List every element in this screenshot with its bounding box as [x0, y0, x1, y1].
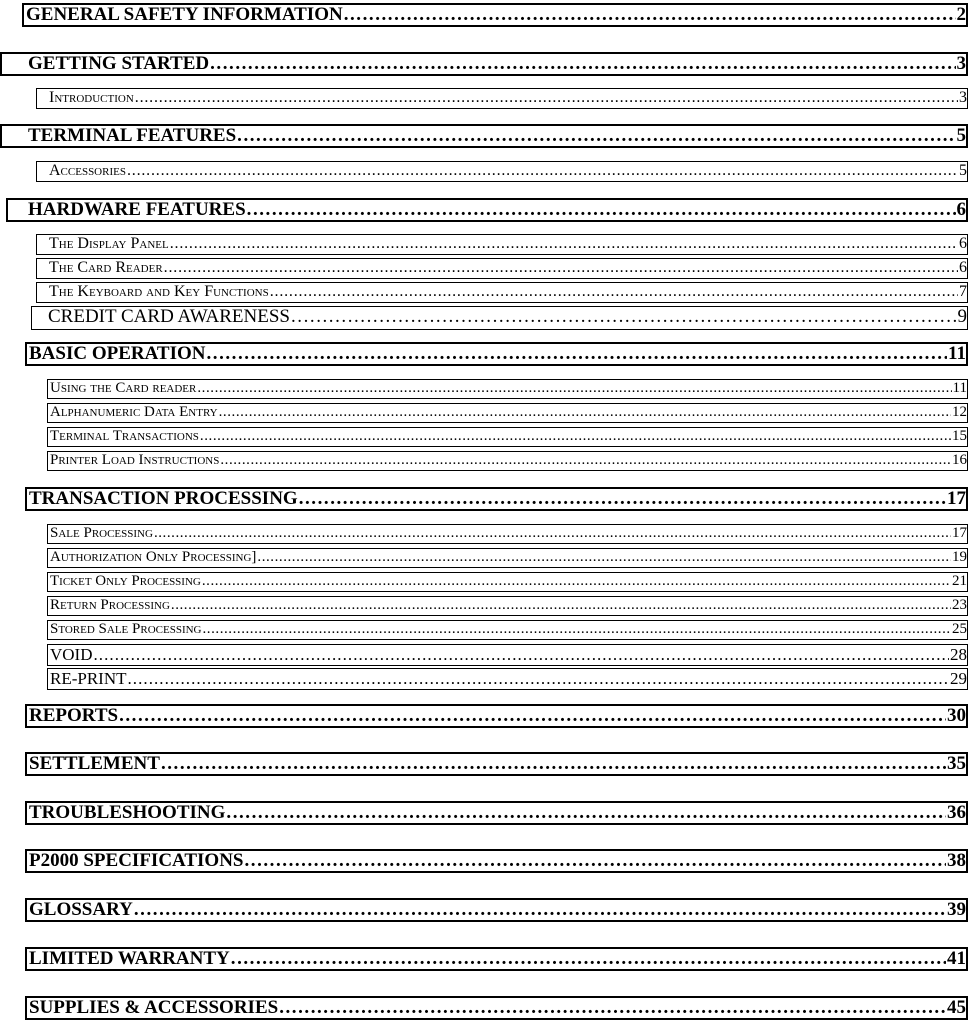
- toc-leader-dots: [257, 549, 951, 566]
- toc-entry-return-processing[interactable]: [47, 596, 968, 616]
- toc-entry-label: TERMINAL FEATURES: [28, 125, 237, 146]
- toc-entry-page: 35: [947, 753, 966, 774]
- toc-leader-dots: [202, 573, 951, 590]
- toc-entry-page: 41: [947, 948, 966, 969]
- toc-entry-page: 3: [956, 53, 966, 74]
- toc-entry-page: 17: [952, 525, 967, 541]
- toc-leader-dots: [200, 428, 951, 445]
- toc-entry-alphanumeric-data-entry[interactable]: [47, 403, 968, 423]
- toc-leader-dots: [206, 344, 947, 364]
- toc-entry-label: SETTLEMENT: [29, 753, 160, 774]
- toc-leader-dots: [344, 5, 956, 25]
- toc-entry-label: The Card Reader: [49, 259, 163, 276]
- toc-entry-transaction-processing[interactable]: [25, 487, 968, 511]
- toc-entry-label: The Keyboard and Key Functions: [49, 283, 269, 300]
- toc-entry-page: 17: [947, 488, 966, 509]
- toc-entry-label: TRANSACTION PROCESSING: [29, 488, 298, 509]
- toc-entry-page: 21: [952, 573, 967, 589]
- toc-entry-ticket-only-processing[interactable]: [47, 572, 968, 592]
- toc-entry-troubleshooting[interactable]: [25, 801, 968, 825]
- toc-leader-dots: [220, 452, 951, 469]
- toc-entry-label: RE-PRINT: [50, 669, 127, 688]
- toc-leader-dots: [154, 525, 951, 542]
- toc-entry-authorization-only-processing[interactable]: [47, 548, 968, 568]
- toc-entry-label: Printer Load Instructions: [50, 452, 220, 468]
- toc-entry-getting-started[interactable]: [0, 52, 968, 76]
- toc-entry-page: 6: [959, 259, 967, 276]
- toc-leader-dots: [170, 235, 958, 253]
- toc-leader-dots: [226, 803, 946, 823]
- toc-entry-supplies-accessories[interactable]: [25, 996, 968, 1020]
- toc-entry-glossary[interactable]: [25, 898, 968, 922]
- toc-entry-introduction[interactable]: [36, 88, 968, 109]
- toc-leader-dots: [197, 380, 951, 397]
- toc-entry-label: REPORTS: [29, 705, 119, 726]
- toc-entry-card-reader[interactable]: [36, 258, 968, 279]
- toc-leader-dots: [219, 404, 951, 421]
- toc-leader-dots: [210, 54, 955, 74]
- toc-leader-dots: [171, 597, 951, 614]
- toc-entry-hardware-features[interactable]: [6, 198, 968, 222]
- toc-entry-re-print[interactable]: [47, 668, 968, 690]
- toc-leader-dots: [164, 259, 958, 277]
- toc-entry-page: 16: [952, 452, 967, 468]
- toc-leader-dots: [119, 706, 946, 726]
- toc-entry-page: 15: [952, 428, 967, 444]
- toc-entry-label: GLOSSARY: [29, 899, 133, 920]
- toc-entry-page: 39: [947, 899, 966, 920]
- toc-entry-page: 2: [956, 4, 966, 25]
- toc-entry-label: Sale Processing: [50, 525, 153, 541]
- toc-leader-dots: [291, 307, 957, 327]
- toc-leader-dots: [247, 200, 956, 220]
- toc-entry-page: 28: [950, 645, 967, 664]
- toc-entry-label: SUPPLIES & ACCESSORIES: [29, 997, 279, 1018]
- toc-entry-label: The Display Panel: [49, 235, 169, 252]
- toc-entry-label: VOID: [50, 645, 93, 664]
- toc-entry-page: 9: [957, 306, 967, 327]
- toc-entry-label: Terminal Transactions: [50, 428, 199, 444]
- toc-entry-general-safety-information[interactable]: [22, 3, 968, 27]
- toc-entry-page: 5: [956, 125, 966, 146]
- toc-entry-label: Return Processing: [50, 597, 170, 613]
- toc-entry-page: 12: [952, 404, 967, 420]
- toc-entry-label: GENERAL SAFETY INFORMATION: [26, 4, 343, 25]
- toc-entry-terminal-transactions[interactable]: [47, 427, 968, 447]
- toc-entry-terminal-features[interactable]: [0, 124, 968, 148]
- toc-leader-dots: [94, 645, 950, 664]
- toc-leader-dots: [270, 283, 958, 301]
- toc-entry-label: Using the Card reader: [50, 380, 197, 396]
- toc-entry-credit-card-awareness[interactable]: [31, 306, 968, 330]
- toc-entry-label: LIMITED WARRANTY: [29, 948, 230, 969]
- toc-leader-dots: [135, 89, 958, 107]
- toc-entry-accessories[interactable]: [36, 161, 968, 182]
- toc-entry-label: P2000 SPECIFICATIONS: [29, 850, 244, 871]
- toc-leader-dots: [134, 900, 946, 920]
- toc-entry-basic-operation[interactable]: [25, 342, 968, 366]
- toc-entry-label: GETTING STARTED: [28, 53, 210, 74]
- toc-entry-page: 7: [959, 283, 967, 300]
- toc-entry-keyboard-key-functions[interactable]: [36, 282, 968, 303]
- toc-leader-dots: [231, 949, 946, 969]
- toc-entry-label: Stored Sale Processing: [50, 621, 202, 637]
- toc-entry-label: Ticket Only Processing: [50, 573, 201, 589]
- toc-entry-page: 38: [947, 850, 966, 871]
- toc-entry-p2000-specifications[interactable]: [25, 849, 968, 873]
- toc-entry-label: TROUBLESHOOTING: [29, 802, 226, 823]
- toc-entry-label: CREDIT CARD AWARENESS: [48, 306, 290, 327]
- toc-leader-dots: [237, 126, 955, 146]
- toc-entry-label: BASIC OPERATION: [29, 343, 206, 364]
- toc-entry-page: 11: [952, 380, 967, 396]
- toc-leader-dots: [161, 754, 946, 774]
- toc-entry-limited-warranty[interactable]: [25, 947, 968, 971]
- toc-entry-page: 11: [948, 343, 966, 364]
- toc-entry-reports[interactable]: [25, 704, 968, 728]
- toc-entry-using-card-reader[interactable]: [47, 379, 968, 399]
- toc-entry-display-panel[interactable]: [36, 234, 968, 255]
- toc-entry-page: 23: [952, 597, 967, 613]
- toc-entry-page: 5: [959, 162, 967, 179]
- toc-entry-label: Alphanumeric Data Entry: [50, 404, 218, 420]
- toc-entry-page: 6: [959, 235, 967, 252]
- toc-entry-page: 25: [952, 621, 967, 637]
- toc-entry-label: Accessories: [49, 162, 126, 179]
- toc-entry-settlement[interactable]: [25, 752, 968, 776]
- toc-entry-label: Authorization Only Processing]: [50, 549, 257, 565]
- toc-entry-page: 3: [959, 89, 967, 106]
- toc-entry-label: Introduction: [49, 89, 134, 106]
- toc-entry-stored-sale-processing[interactable]: [47, 620, 968, 640]
- toc-entry-label: HARDWARE FEATURES: [28, 199, 246, 220]
- toc-leader-dots: [299, 489, 946, 509]
- toc-leader-dots: [127, 162, 958, 180]
- toc-entry-page: 45: [947, 997, 966, 1018]
- toc-entry-page: 36: [947, 802, 966, 823]
- toc-entry-page: 6: [956, 199, 966, 220]
- toc-leader-dots: [279, 998, 946, 1018]
- toc-entry-printer-load-instructions[interactable]: [47, 451, 968, 471]
- toc-leader-dots: [244, 851, 946, 871]
- toc-leader-dots: [128, 669, 950, 688]
- toc-entry-sale-processing[interactable]: [47, 524, 968, 544]
- toc-entry-page: 29: [950, 669, 967, 688]
- toc-leader-dots: [203, 621, 952, 638]
- toc-entry-page: 19: [952, 549, 967, 565]
- toc-entry-page: 30: [947, 705, 966, 726]
- toc-entry-void[interactable]: [47, 644, 968, 666]
